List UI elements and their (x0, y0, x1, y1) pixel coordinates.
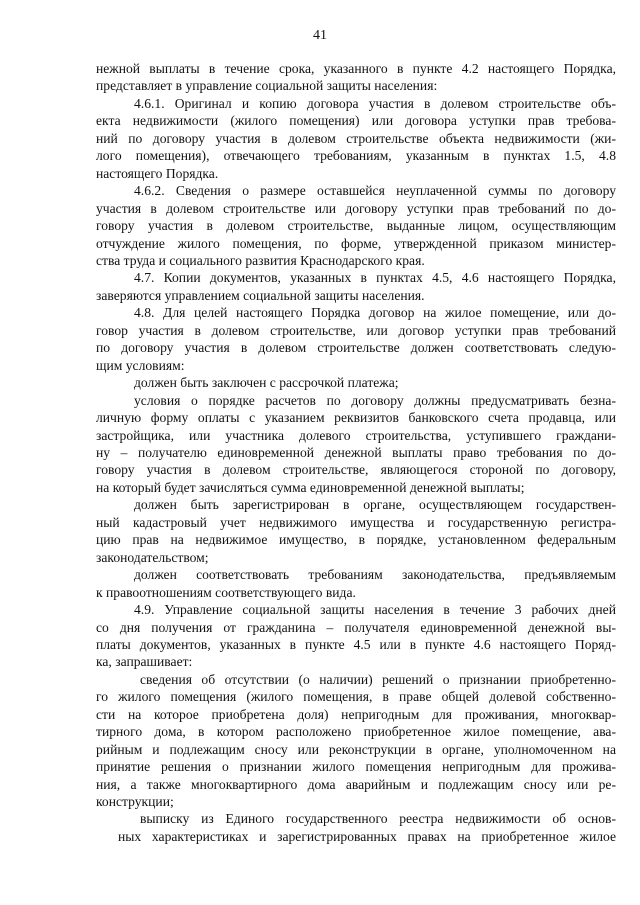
text-line: 4.6.1. Оригинал и копию договора участия в долевом строительстве объ- (134, 95, 616, 111)
text-line: ства труда и социального развития Краснодарского края. (96, 252, 425, 268)
text-line: к правоотношениям соответствующего вида. (96, 584, 356, 600)
text-line: щим условиям: (96, 357, 185, 373)
text-line: говору участия в долевом строительстве, являющегося стороной по договору, (96, 462, 616, 478)
text-line: 4.9. Управление социальной защиты населения в течение 3 рабочих дней (134, 602, 616, 618)
text-line: принятие решения о признании жилого помещения непригодным для прожива- (96, 759, 616, 775)
text-line: екта недвижимости (жилого помещения) или договора уступки прав требова- (96, 113, 616, 129)
text-line: по договору участия в долевом строительстве должен соответствовать следую- (96, 340, 616, 356)
text-line: ный кадастровый учет недвижимого имущества и государственную регистра- (96, 514, 616, 530)
text-line: личную форму оплаты с указанием реквизитов банковского счета продавца, или (96, 410, 616, 426)
text-line: конструкции; (96, 794, 174, 810)
text-line: ных характеристиках и зарегистрированных правах на приобретенное жилое (118, 828, 616, 844)
page-number: 41 (313, 28, 327, 43)
text-line: рийным и подлежащим сносу или реконструкции в органе, уполномоченном на (96, 741, 616, 757)
text-line: 4.7. Копии документов, указанных в пунктах 4.5, 4.6 настоящего Порядка, (134, 270, 616, 286)
text-line: настоящего Порядка. (96, 165, 219, 181)
text-line: тирного дома, в котором расположено приобретенное жилое помещение, ава- (96, 724, 616, 740)
text-line: 4.8. Для целей настоящего Порядка договор на жилое помещение, или до- (134, 305, 616, 321)
text-line: отчуждение жилого помещения, по форме, утвержденной приказом министер- (96, 235, 616, 251)
text-line: должен быть заключен с рассрочкой платежа; (134, 375, 399, 391)
text-line: застройщика, или участника долевого строительства, уступившего граждани- (96, 427, 616, 443)
text-line: ний по договору участия в долевом строительстве объекта недвижимости (жи- (96, 130, 616, 146)
text-line: говору участия в долевом строительстве, выданные лицом, осуществляющим (96, 218, 616, 234)
text-line: условия о порядке расчетов по договору должны предусматривать безна- (134, 392, 616, 408)
text-line: представляет в управление социальной защиты населения: (96, 78, 438, 94)
text-line: го жилого помещения (жилого помещения, в праве общей долевой собственно- (96, 689, 616, 705)
text-line: со дня получения от гражданина – получателя единовременной денежной вы- (96, 619, 616, 635)
text-line: платы документов, указанных в пункте 4.5 или в пункте 4.6 настоящего Поряд- (96, 636, 616, 652)
text-line: заверяются управлением социальной защиты населения. (96, 287, 425, 303)
text-line: выписку из Единого государственного реестра недвижимости об основ- (140, 811, 616, 827)
text-line: ка, запрашивает: (96, 654, 193, 670)
text-line: лого помещения), отвечающего требованиям, указанным в пунктах 1.5, 4.8 (96, 148, 616, 164)
document-text (96, 60, 616, 845)
text-line: нежной выплаты в течение срока, указанного в пункте 4.2 настоящего Порядка, (96, 61, 616, 76)
text-line: законодательством; (96, 549, 209, 565)
text-line: ния, а также многоквартирного дома аварийным и подлежащим сносу или ре- (96, 776, 616, 792)
text-line: цию прав на недвижимое имущество, в порядке, установленном федеральным (96, 532, 616, 548)
text-line: сведения об отсутствии (о наличии) решений о признании приобретенно- (140, 671, 616, 687)
text-line: говор участия в долевом строительстве, или договор уступки прав требований (96, 322, 616, 338)
text-line: должен соответствовать требованиям законодательства, предъявляемым (134, 567, 616, 583)
text-line: ну – получателю единовременной денежной выплаты право требования по до- (96, 444, 616, 460)
text-line: сти на которое приобретена доля) непригодным для проживания, многоквар- (96, 706, 616, 722)
text-line: участия в долевом строительстве или договору уступки прав требований по до- (96, 200, 616, 216)
text-line: 4.6.2. Сведения о размере оставшейся неуплаченной суммы по договору (134, 183, 616, 199)
text-line: на который будет зачисляться сумма единовременной денежной выплаты; (96, 479, 525, 495)
text-line: должен быть зарегистрирован в органе, осуществляющем государствен- (134, 497, 616, 513)
